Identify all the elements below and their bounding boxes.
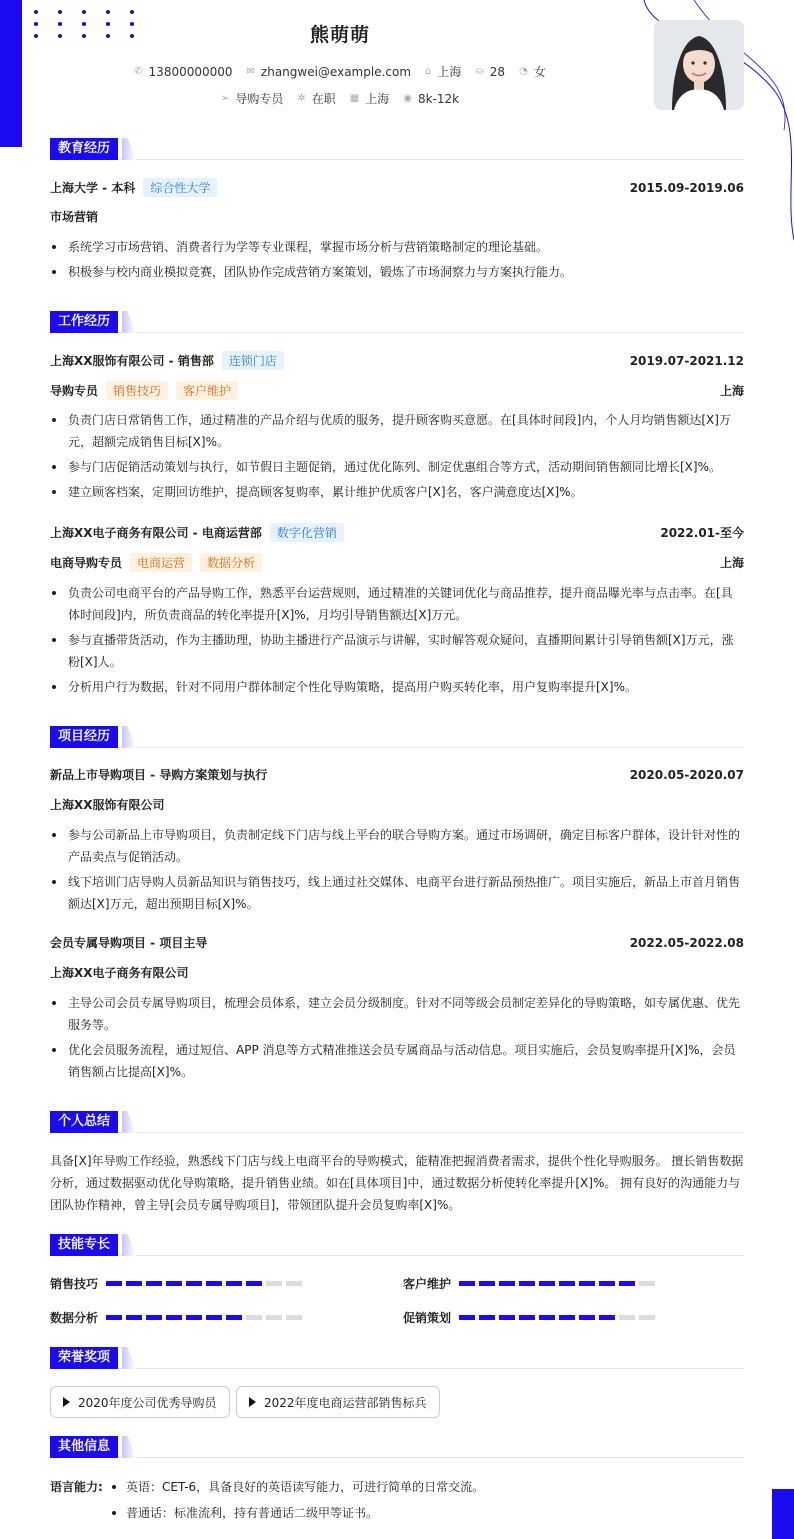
skill-segment-filled (166, 1281, 182, 1286)
project-bullets (50, 824, 744, 918)
list-item: 积极参与校内商业模拟竞赛，团队协作完成营销方案策划，锻炼了市场洞察力与方案执行能力。 (50, 261, 744, 283)
project-period: 2020.05-2020.07 (629, 767, 744, 782)
skill-item (50, 1275, 302, 1292)
job-bullets (50, 409, 744, 506)
section-title: 个人总结 (50, 1111, 118, 1133)
play-icon (63, 1397, 70, 1407)
skill-name: 促销策划 (403, 1311, 452, 1325)
skill-segment-filled (226, 1281, 242, 1286)
city-item: ⌂ 上海 (425, 65, 462, 79)
skill-segment-filled (619, 1281, 635, 1286)
salary-item: ◉ 8k-12k (403, 91, 460, 106)
skill-segment-empty (266, 1315, 282, 1320)
job-role-line (50, 553, 744, 572)
skill-segment-filled (126, 1281, 142, 1286)
list-item: 参与门店促销活动策划与执行，如节假日主题促销，通过优化陈列、制定优惠组合等方式，活动期间销售额同比增长[X]%。 (50, 456, 744, 478)
list-item: 主导公司会员专属导购项目，梳理会员体系，建立会员分级制度。针对不同等级会员制定差异化的导购策略，如专属优惠、优先服务等。 (50, 992, 744, 1036)
skill-segment-filled (479, 1315, 495, 1320)
skill-segment-filled (559, 1281, 575, 1286)
list-item: 负责公司电商平台的产品导购工作，熟悉平台运营规则，通过精准的关键词优化与商品推荐，提升商品曝光率与点击率。在[具体时间段]内，所负责商品的转化率提升[X]%，月均引导销售额达[X]万元。 (50, 582, 744, 626)
job-role: 电商导购专员 (50, 556, 123, 570)
project-entry-header (50, 766, 744, 783)
section-title: 其他信息 (50, 1436, 118, 1458)
section-skills-header (50, 1234, 744, 1256)
target-city-item: ▦ 上海 (349, 92, 390, 106)
skill-item (50, 1309, 302, 1326)
job-role: 导购专员 (50, 384, 99, 398)
role-tag: 客户维护 (176, 381, 238, 400)
skill-segment-filled (186, 1315, 202, 1320)
skill-segment-empty (639, 1281, 655, 1286)
gender-item: ◔ 女 (519, 65, 546, 79)
skill-segment-filled (519, 1315, 535, 1320)
candidate-name: 熊萌萌 (309, 24, 370, 46)
skill-segment-empty (286, 1315, 302, 1320)
skill-segment-empty (286, 1281, 302, 1286)
list-item: 参与直播带货活动，作为主播助理，协助主播进行产品演示与讲解，实时解答观众疑问，直播期间累计引导销售额[X]万元，涨粉[X]人。 (50, 629, 744, 673)
skill-name: 销售技巧 (50, 1277, 99, 1291)
job-location: 上海 (719, 556, 744, 570)
skill-level-bar (106, 1315, 302, 1320)
skill-segment-filled (599, 1315, 615, 1320)
project-org-line (50, 796, 744, 813)
phone-item: ✆ 13800000000 (134, 64, 233, 79)
skill-item (403, 1275, 655, 1292)
section-education-header (50, 138, 744, 160)
award-badge: 2022年度电商运营部销售标兵 (236, 1386, 440, 1418)
skill-segment-filled (579, 1315, 595, 1320)
job-intent-row (0, 90, 680, 107)
language-label: 语言能力: (50, 1480, 103, 1494)
skill-segment-filled (599, 1281, 615, 1286)
job-bullets (50, 582, 744, 701)
list-item: 负责门店日常销售工作，通过精准的产品介绍与优质的服务，提升顾客购买意愿。在[具体时间段]内，个人月均销售额达[X]万元，超额完成销售目标[X]%。 (50, 409, 744, 453)
list-item: 系统学习市场营销、消费者行为学等专业课程，掌握市场分析与营销策略制定的理论基础。 (50, 236, 744, 258)
right-accent-bar (772, 1489, 794, 1539)
list-item: 线下培训门店导购人员新品知识与销售技巧，线上通过社交媒体、电商平台进行新品预热推广。项目实施后，新品上市首月销售额达[X]万元，超出预期目标[X]%。 (50, 871, 744, 915)
status-item: ✲ 在职 (297, 92, 336, 106)
section-work-header (50, 311, 744, 333)
skill-level-bar (106, 1281, 302, 1286)
list-item: 普通话：标准流利，持有普通话二级甲等证书。 (110, 1502, 484, 1524)
job-entry-header (50, 351, 744, 370)
send-icon: ➢ (220, 93, 230, 104)
list-item: 英语：CET-6，具备良好的英语读写能力，可进行简单的日常交流。 (110, 1476, 484, 1498)
section-other-header (50, 1436, 744, 1458)
skill-segment-empty (246, 1315, 262, 1320)
project-name: 新品上市导购项目 - 导购方案策划与执行 (50, 768, 268, 782)
company-name: 上海XX电子商务有限公司 - 电商运营部 (50, 526, 262, 540)
job-role-line (50, 381, 744, 400)
company-tag: 连锁门店 (222, 351, 284, 370)
role-tag: 数据分析 (200, 553, 262, 572)
gender-icon: ◔ (519, 66, 528, 77)
skill-item (403, 1309, 655, 1326)
age-item: ⛀ 28 (475, 64, 506, 79)
skill-segment-filled (459, 1281, 475, 1286)
skill-segment-empty (266, 1281, 282, 1286)
skill-segment-filled (186, 1281, 202, 1286)
skill-segment-filled (499, 1315, 515, 1320)
list-item: 参与公司新品上市导购项目，负责制定线下门店与线上平台的联合导购方案。通过市场调研，确定目标客户群体，设计针对性的产品卖点与促销活动。 (50, 824, 744, 868)
school-tag: 综合性大学 (143, 178, 217, 197)
skill-segment-filled (499, 1281, 515, 1286)
role-tag: 销售技巧 (106, 381, 168, 400)
skill-segment-filled (206, 1315, 222, 1320)
home-icon: ⌂ (425, 66, 432, 77)
play-icon (249, 1397, 256, 1407)
school-name: 上海大学 - 本科 (50, 181, 136, 195)
project-org-line (50, 964, 744, 981)
education-period: 2015.09-2019.06 (629, 180, 744, 195)
list-item: 建立顾客档案，定期回访维护，提高顾客复购率，累计维护优质客户[X]名，客户满意度达[X]%。 (50, 481, 744, 503)
major-line (50, 208, 744, 225)
skill-segment-filled (459, 1315, 475, 1320)
building-icon: ▦ (349, 93, 360, 104)
section-awards-header (50, 1347, 744, 1369)
section-title: 项目经历 (50, 726, 118, 748)
summary-text: 具备[X]年导购工作经验，熟悉线下门店与线上电商平台的导购模式，能精准把握消费者需求，提供个性化导购服务。 擅长销售数据分析，通过数据驱动优化导购策略，提升销售业绩。如在[具体项目]中，通过数据分析使转化率提升[X]%。 拥有良好的沟通能力与团队协作精神，曾主导[会员专属导购项目]，带领团队提升会员复购率[X]%。 (50, 1154, 744, 1212)
skill-segment-filled (559, 1315, 575, 1320)
email-item: ✉ zhangwei@example.com (246, 64, 412, 79)
section-summary-header (50, 1111, 744, 1133)
skill-segment-filled (539, 1315, 555, 1320)
company-name: 上海XX服饰有限公司 - 销售部 (50, 354, 214, 368)
skill-level-bar (459, 1315, 655, 1320)
skill-name: 客户维护 (403, 1277, 452, 1291)
contact-row (0, 63, 680, 80)
project-entry-header (50, 934, 744, 951)
skill-segment-filled (126, 1315, 142, 1320)
cake-icon: ⛀ (475, 66, 484, 77)
skill-segment-filled (226, 1315, 242, 1320)
mail-icon: ✉ (246, 66, 255, 77)
skill-segment-filled (106, 1281, 122, 1286)
skill-segment-filled (206, 1281, 222, 1286)
project-org: 上海XX电子商务有限公司 (50, 966, 189, 980)
language-list (110, 1476, 484, 1528)
skill-segment-filled (246, 1281, 262, 1286)
education-bullets (50, 236, 744, 286)
skill-segment-filled (479, 1281, 495, 1286)
job-period: 2019.07-2021.12 (629, 353, 744, 368)
skill-level-bar (459, 1281, 655, 1286)
skill-segment-filled (146, 1281, 162, 1286)
award-badge: 2020年度公司优秀导购员 (50, 1386, 230, 1418)
company-tag: 数字化营销 (270, 523, 344, 542)
skill-segment-empty (639, 1315, 655, 1320)
job-period: 2022.01-至今 (660, 526, 744, 540)
skill-segment-filled (106, 1315, 122, 1320)
project-name: 会员专属导购项目 - 项目主导 (50, 936, 208, 950)
position-item: ➢ 导购专员 (220, 92, 284, 106)
skill-segment-empty (619, 1315, 635, 1320)
project-org: 上海XX服饰有限公司 (50, 798, 165, 812)
list-item: 优化会员服务流程，通过短信、APP 消息等方式精准推送会员专属商品与活动信息。项目实施后，会员复购率提升[X]%，会员销售额占比提高[X]%。 (50, 1039, 744, 1083)
skill-segment-filled (579, 1281, 595, 1286)
project-bullets (50, 992, 744, 1086)
gear-icon: ✲ (297, 93, 306, 104)
section-title: 技能专长 (50, 1234, 118, 1256)
major: 市场营销 (50, 210, 99, 224)
job-entry-header (50, 523, 744, 542)
job-location: 上海 (719, 384, 744, 398)
section-title: 教育经历 (50, 138, 118, 160)
project-period: 2022.05-2022.08 (629, 935, 744, 950)
list-item: 分析用户行为数据，针对不同用户群体制定个性化导购策略，提高用户购买转化率，用户复购率提升[X]%。 (50, 676, 744, 698)
skill-segment-filled (539, 1281, 555, 1286)
coin-icon: ◉ (403, 93, 412, 104)
skill-segment-filled (146, 1315, 162, 1320)
avatar (654, 20, 744, 110)
skill-segment-filled (519, 1281, 535, 1286)
education-entry-header (50, 178, 744, 197)
skill-segment-filled (166, 1315, 182, 1320)
role-tag: 电商运营 (130, 553, 192, 572)
phone-icon: ✆ (134, 66, 143, 77)
section-title: 工作经历 (50, 311, 118, 333)
section-title: 荣誉奖项 (50, 1347, 118, 1369)
section-projects-header (50, 726, 744, 748)
skill-name: 数据分析 (50, 1311, 99, 1325)
